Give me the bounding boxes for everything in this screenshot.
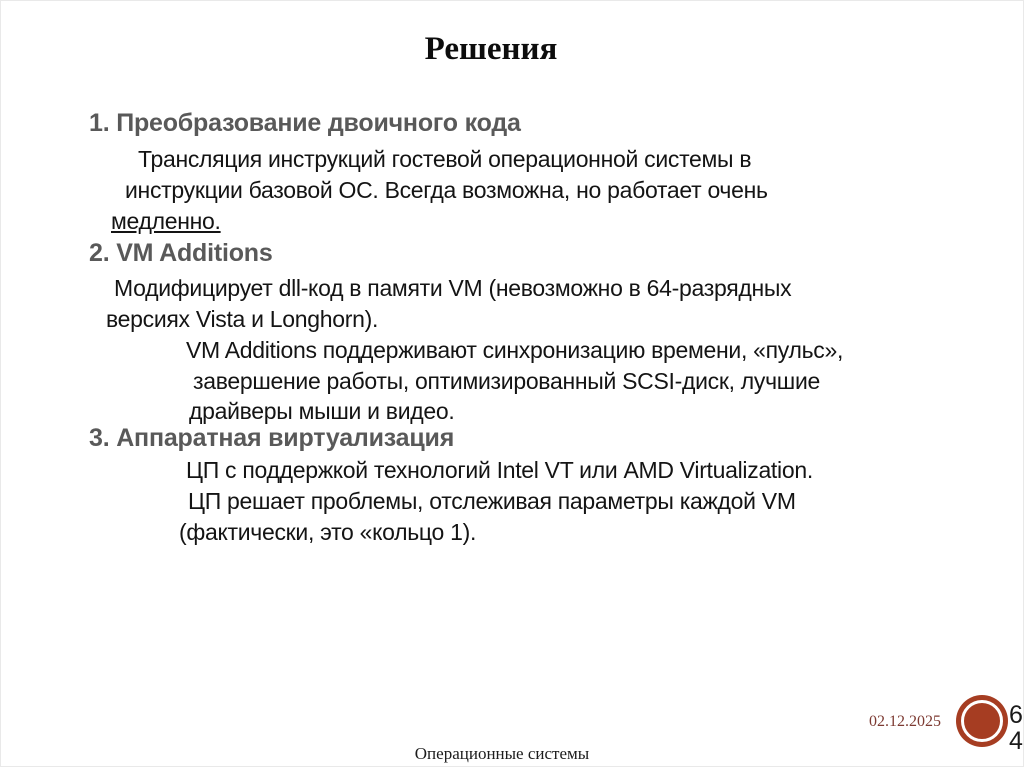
item-1-text-line: инструкции базовой ОС. Всегда возможна, но работает очень <box>125 177 768 203</box>
item-1-text-line-underlined: медленно. <box>111 208 221 234</box>
slide-title: Решения <box>424 31 558 67</box>
slide-date: 02.12.2025 <box>869 713 941 730</box>
slide-page-number: 64 <box>1009 701 1023 755</box>
item-2-text-line: драйверы мыши и видео. <box>189 398 455 424</box>
footer-course-title: Операционные системы <box>414 744 590 763</box>
item-2-heading: 2. VM Additions <box>89 239 273 267</box>
item-3-text-line: ЦП с поддержкой технологий Intel VT или AMD Virtualization. <box>186 457 813 483</box>
item-2-text-line: версиях Vista и Longhorn). <box>106 306 379 332</box>
item-3-text-line: ЦП решает проблемы, отслеживая параметры каждой VM <box>188 488 796 514</box>
item-1-text-line: Трансляция инструкций гостевой операционной системы в <box>138 146 752 172</box>
item-2-text-line: завершение работы, оптимизированный SCSI-диск, лучшие <box>193 368 820 394</box>
item-3-text-line: (фактически, это «кольцо 1). <box>179 519 477 545</box>
item-2-text-line: Модифицирует dll-код в памяти VM (невозможно в 64-разрядных <box>114 275 792 301</box>
item-2-text-line: VM Additions поддерживают синхронизацию времени, «пульс», <box>186 337 844 363</box>
red-stamp-logo-icon <box>956 695 1008 747</box>
item-3-heading: 3. Аппаратная виртуализация <box>89 424 455 452</box>
item-1-heading: 1. Преобразование двоичного кода <box>89 109 521 137</box>
stamp-inner-ring <box>961 700 1003 742</box>
